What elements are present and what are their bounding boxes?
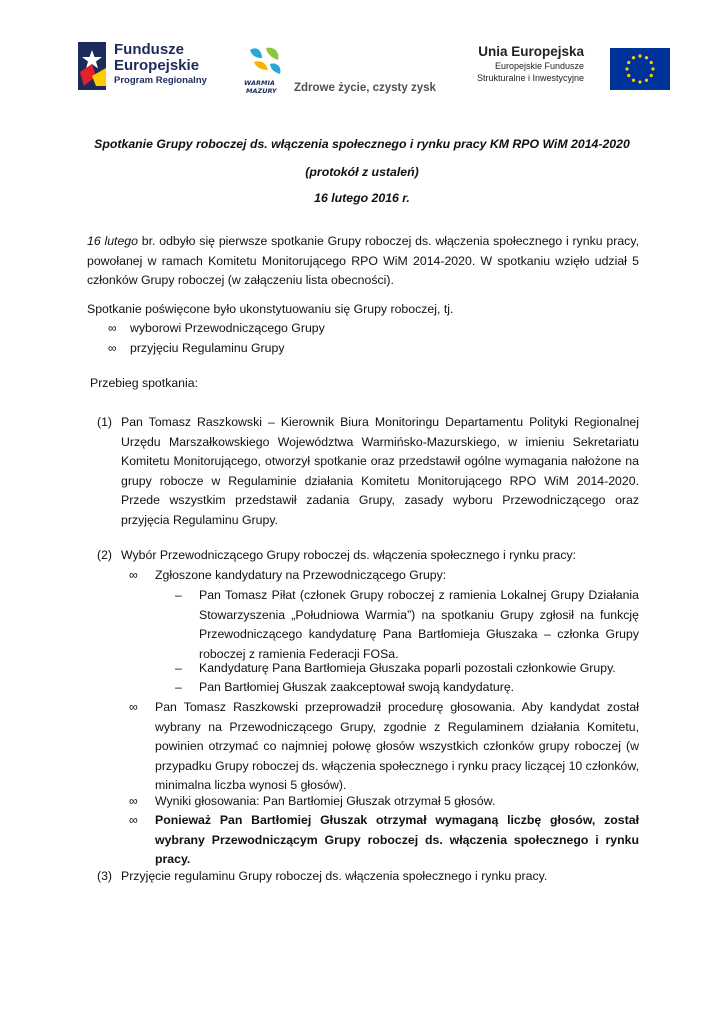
- fe-logo-line3: Program Regionalny: [114, 75, 207, 86]
- document-subtitle: (protokół z ustaleń): [305, 165, 419, 179]
- dash-bullet-icon: –: [175, 588, 182, 602]
- intro-text: br. odbyło się pierwsze spotkanie Grupy roboczej ds. włączenia społecznego i rynku pracy, powołanej w ramach Komitetu Monitorującego RPO WiM 2014-2020. W spotkaniu wzięło udział 5 członków Grupy roboczej (w załączeniu lista obecności).: [87, 234, 639, 287]
- sub-item-candidates: Zgłoszone kandydatury na Przewodniczącego Grupy:: [155, 568, 447, 582]
- eu-star-icon: [627, 74, 630, 77]
- warmia-mazury-mark-icon: [244, 44, 284, 94]
- fe-logo-line1: Fundusze: [114, 41, 184, 58]
- document-date: 16 lutego 2016 r.: [314, 191, 410, 205]
- eu-star-icon: [638, 54, 641, 57]
- eu-star-icon: [645, 79, 648, 82]
- dash-bullet-icon: –: [175, 680, 182, 694]
- svg-text:MAZURY: MAZURY: [246, 87, 277, 94]
- eu-star-icon: [650, 61, 653, 64]
- sub-item-voting: Pan Tomasz Raszkowski przeprowadził procedurę głosowania. Aby kandydat został wybrany na Przewodniczącego Grupy, zgodnie z Regulaminem działania Komitetu, powinien otrzymać co najmniej połowę głosów wszystkich członków grupy roboczej (w przypadku Grupy roboczej ds. włączenia społecznego i rynku pracy liczącej 10 członków, minimalna liczba wynosi 5 głosów).: [155, 700, 639, 792]
- purpose-item: [108, 339, 284, 359]
- warmia-mazury-logo: [244, 44, 444, 96]
- infinity-bullet-icon: ∞: [129, 813, 138, 827]
- item-2-text: Wybór Przewodniczącego Grupy roboczej ds. włączenia społecznego i rynku pracy:: [121, 548, 577, 562]
- sub-sub-item: Pan Bartłomiej Głuszak zaakceptował swoją kandydaturę.: [199, 680, 515, 694]
- item-number: (2): [97, 548, 113, 562]
- page-header: [0, 38, 724, 100]
- eu-star-icon: [632, 56, 635, 59]
- course-heading: Przebieg spotkania:: [90, 376, 199, 390]
- intro-paragraph: [87, 232, 639, 291]
- svg-text:WARMIA: WARMIA: [244, 79, 275, 87]
- eu-star-icon: [638, 80, 641, 83]
- item-3-text: Przyjęcie regulaminu Grupy roboczej ds. włączenia społecznego i rynku pracy.: [121, 869, 548, 883]
- eu-logo-line3: Strukturalne i Inwestycyjne: [476, 73, 584, 83]
- eu-flag-icon: [610, 48, 670, 90]
- fe-flag-icon: [78, 42, 106, 90]
- infinity-bullet-icon: ∞: [108, 341, 117, 355]
- sub-sub-item: Pan Tomasz Piłat (członek Grupy roboczej z ramienia Lokalnej Grupy Działania Stowarzyszenia „Południowa Warmia”) na spotkaniu Grupy zgłosił na funkcję Przewodniczącego kandydaturę Pana Bartłomieja Głuszaka – członka Grupy roboczej z ramienia Federacji FOSa.: [199, 588, 639, 661]
- fundusze-europejskie-logo: [78, 40, 218, 96]
- sub-item-elected: [155, 811, 639, 870]
- fe-logo-line2: Europejskie: [114, 57, 200, 74]
- eu-logo-line2: Europejskie Fundusze: [494, 61, 584, 71]
- intro-date: 16 lutego: [87, 234, 138, 248]
- purpose-text: Spotkanie poświęcone było ukonstytuowaniu się Grupy roboczej, tj.: [87, 302, 454, 316]
- item-1-text: Pan Tomasz Raszkowski – Kierownik Biura Monitoringu Departamentu Polityki Regionalnej Urzędu Marszałkowskiego Województwa Warmińsko-Mazurskiego, w imieniu Sekretariatu Komitetu Monitorującego, otworzył spotkanie oraz przedstawił ogólne wymagania nałożone na grupy robocze w Regulaminie działania Komitetu Monitorującego RPO WiM 2014-2020. Przede wszystkim przedstawił zadania Grupy, zasady wyboru Przewodniczącego oraz przyjęcia Regulaminu Grupy.: [121, 415, 639, 527]
- unia-europejska-logo: [470, 44, 670, 92]
- infinity-bullet-icon: ∞: [129, 568, 138, 582]
- purpose-item-label: przyjęciu Regulaminu Grupy: [130, 341, 285, 355]
- eu-star-icon: [650, 74, 653, 77]
- infinity-bullet-icon: ∞: [108, 321, 117, 335]
- eu-star-icon: [632, 79, 635, 82]
- eu-logo-line1: Unia Europejska: [478, 44, 584, 59]
- sub-sub-item: Kandydaturę Pana Bartłomieja Głuszaka poparli pozostali członkowie Grupy.: [199, 661, 616, 675]
- document-title: Spotkanie Grupy roboczej ds. włączenia społecznego i rynku pracy KM RPO WiM 2014-2020: [94, 137, 630, 151]
- wm-slogan: Zdrowe życie, czysty zysk: [294, 82, 436, 94]
- eu-star-icon: [651, 67, 654, 70]
- infinity-bullet-icon: ∞: [129, 700, 138, 714]
- item-number: (1): [97, 415, 113, 429]
- dash-bullet-icon: –: [175, 661, 182, 675]
- purpose-item: [108, 319, 325, 339]
- eu-star-icon: [625, 67, 628, 70]
- elected-text: Ponieważ Pan Bartłomiej Głuszak otrzymał wymaganą liczbę głosów, został wybrany Przewodniczącym Grupy roboczej ds. włączenia społecznego i rynku pracy.: [155, 813, 639, 866]
- item-number: (3): [97, 869, 113, 883]
- eu-star-icon: [645, 56, 648, 59]
- eu-star-icon: [627, 61, 630, 64]
- sub-item-results: Wyniki głosowania: Pan Bartłomiej Głuszak otrzymał 5 głosów.: [155, 794, 496, 808]
- infinity-bullet-icon: ∞: [129, 794, 138, 808]
- purpose-item-label: wyborowi Przewodniczącego Grupy: [130, 321, 325, 335]
